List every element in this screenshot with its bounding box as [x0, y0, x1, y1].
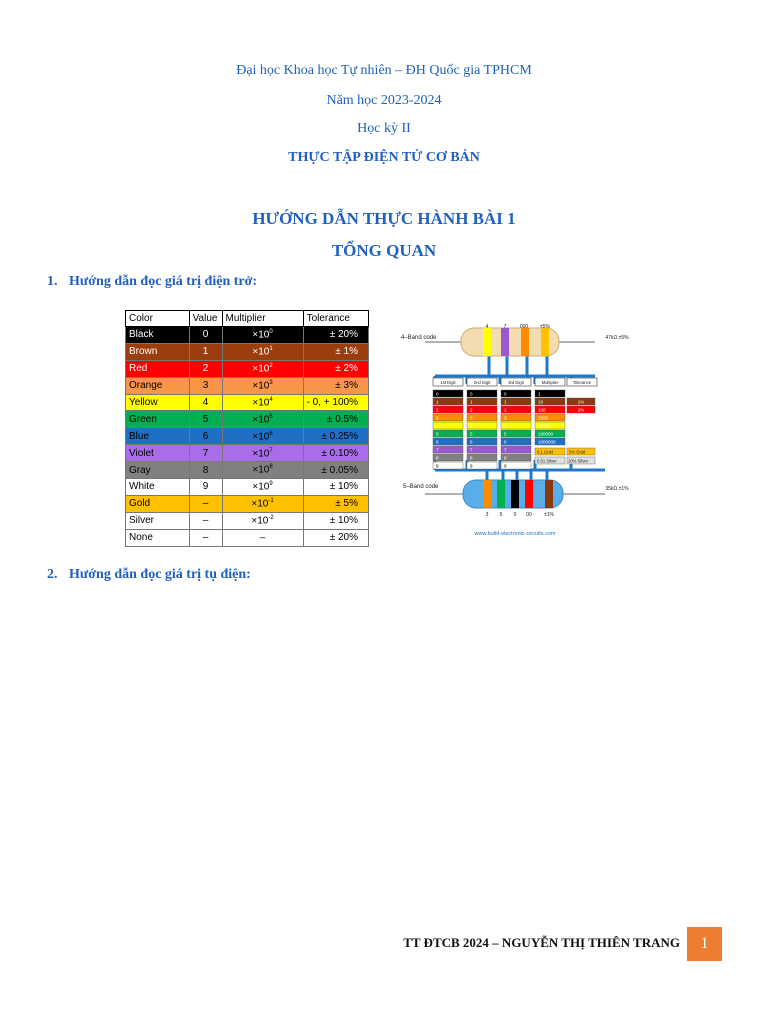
resistor-color-table — [125, 310, 369, 547]
color-cell: Gray — [126, 462, 190, 479]
band5-label: 5–Band code — [403, 484, 439, 490]
multiplier-base: ×10 — [252, 481, 270, 493]
color-cell: None — [126, 529, 190, 546]
digit-label: 5 — [436, 431, 439, 437]
value-cell: 0 — [189, 327, 222, 344]
multiplier-cell — [222, 512, 303, 529]
section-2-heading — [47, 567, 251, 583]
multiplier-cell — [222, 377, 303, 394]
tolerance-cell: ± 10% — [303, 479, 368, 496]
column-header: Multiplier — [541, 380, 559, 385]
color-cell: Silver — [126, 512, 190, 529]
multiplier-base: ×10 — [252, 346, 270, 358]
column-header: 3rd Digit — [508, 380, 524, 385]
column-header: 2nd Digit — [473, 380, 491, 385]
value-cell: 6 — [189, 428, 222, 445]
digit-label: 7 — [504, 447, 507, 453]
color-band — [525, 480, 533, 508]
band4-digit: 000 — [519, 324, 529, 330]
tolerance-cell: ± 0.25% — [303, 428, 368, 445]
multiplier-base: ×10 — [251, 498, 269, 510]
multiplier-base: ×10 — [252, 414, 270, 426]
digit-label: 8 — [436, 455, 439, 461]
color-cell: Yellow — [126, 394, 190, 411]
color-band — [483, 328, 491, 356]
band5-digit: 5 — [499, 512, 503, 518]
digit-label: 5 — [504, 431, 507, 437]
silver-tolerance-label: 10% Silver — [568, 458, 589, 464]
column-header: Tolerance — [572, 380, 592, 385]
multiplier-cell — [222, 327, 303, 344]
color-cell: Blue — [126, 428, 190, 445]
multiplier-label: 10000 — [538, 423, 551, 429]
color-band — [545, 480, 553, 508]
tolerance-cell: ± 2% — [303, 360, 368, 377]
digit-label: 5 — [470, 431, 473, 437]
page-title: HƯỚNG DẪN THỰC HÀNH BÀI 1 — [252, 209, 516, 228]
multiplier-cell — [222, 479, 303, 496]
digit-label: 7 — [470, 447, 473, 453]
color-band — [521, 328, 529, 356]
color-band — [541, 328, 549, 356]
value-cell: – — [189, 529, 222, 546]
multiplier-base: ×10 — [252, 380, 270, 392]
gold-tolerance-label: 5% Gold — [569, 449, 586, 455]
multiplier-cell — [222, 428, 303, 445]
section-1-number: 1. — [47, 274, 58, 289]
digit-label: 6 — [470, 439, 473, 445]
table-row — [126, 495, 369, 512]
table-row — [126, 529, 369, 546]
multiplier-label: 1000000 — [538, 439, 556, 445]
multiplier-base: ×10 — [252, 363, 270, 375]
multiplier-exponent: 5 — [269, 413, 273, 420]
tolerance-cell: - 0, + 100% — [303, 394, 368, 411]
band4-digit: ±5% — [540, 324, 550, 330]
color-cell: Black — [126, 327, 190, 344]
multiplier-exponent: 2 — [269, 363, 273, 370]
color-cell: Red — [126, 360, 190, 377]
table-row — [126, 343, 369, 360]
header-multiplier: Multiplier — [222, 311, 303, 327]
color-cell: Green — [126, 411, 190, 428]
tolerance-cell: ± 20% — [303, 327, 368, 344]
value-cell: – — [189, 495, 222, 512]
table-row — [126, 411, 369, 428]
value-cell: 4 — [189, 394, 222, 411]
section-2-number: 2. — [47, 567, 58, 582]
multiplier-exponent: 0 — [269, 329, 273, 336]
digit-label: 8 — [470, 455, 473, 461]
band5-digit: ±1% — [544, 512, 554, 518]
tolerance-cell: ± 1% — [303, 343, 368, 360]
band4-label: 4–Band code — [401, 335, 437, 341]
multiplier-cell — [222, 529, 303, 546]
table-row — [126, 512, 369, 529]
multiplier-base: ×10 — [252, 430, 270, 442]
value-cell: 1 — [189, 343, 222, 360]
school-year: Năm học 2023-2024 — [326, 93, 442, 108]
multiplier-cell — [222, 495, 303, 512]
table-body — [126, 327, 369, 547]
color-cell: Violet — [126, 445, 190, 462]
multiplier-base: ×10 — [252, 397, 270, 409]
tolerance-cell: ± 20% — [303, 529, 368, 546]
multiplier-cell — [222, 343, 303, 360]
digit-label: 2 — [470, 407, 473, 413]
multiplier-base: ×10 — [252, 329, 270, 341]
value-cell: 8 — [189, 462, 222, 479]
multiplier-label: 100000 — [538, 431, 554, 437]
value-cell: 2 — [189, 360, 222, 377]
color-band — [501, 328, 509, 356]
header-tolerance: Tolerance — [303, 311, 368, 327]
table-row — [126, 462, 369, 479]
band5-digit: 0 — [513, 512, 517, 518]
table-row — [126, 445, 369, 462]
multiplier-exponent: 7 — [269, 447, 273, 454]
color-cell: Orange — [126, 377, 190, 394]
multiplier-cell — [222, 411, 303, 428]
digit-label: 9 — [470, 463, 473, 469]
gold-multiplier-label: 0.1 Gold — [537, 449, 553, 455]
digit-label: 3 — [504, 415, 507, 421]
multiplier-cell — [222, 394, 303, 411]
digit-label: 0 — [436, 391, 439, 397]
color-cell: Brown — [126, 343, 190, 360]
course-name: THỰC TẬP ĐIỆN TỬ CƠ BẢN — [288, 150, 480, 165]
tolerance-cell: ± 3% — [303, 377, 368, 394]
column-header: 1st Digit — [440, 380, 456, 385]
tolerance-cell: ± 0.05% — [303, 462, 368, 479]
page-number: 1 — [687, 927, 722, 961]
color-band — [511, 480, 519, 508]
digit-label: 9 — [436, 463, 439, 469]
header-value: Value — [189, 311, 222, 327]
table-row — [126, 377, 369, 394]
multiplier-cell — [222, 462, 303, 479]
digit-label: 1 — [436, 399, 439, 405]
digit-label: 2 — [504, 407, 507, 413]
multiplier-exponent: 1 — [269, 346, 273, 353]
band4-digit: 4 — [485, 324, 489, 330]
digit-label: 6 — [436, 439, 439, 445]
table-row — [126, 394, 369, 411]
multiplier-exponent: 8 — [269, 464, 273, 471]
multiplier-exponent: 9 — [269, 481, 273, 488]
section-2-text: Hướng dẫn đọc giá trị tụ điện: — [69, 567, 251, 582]
band5-value: 35kΩ ±1% — [605, 486, 629, 492]
digit-label: 4 — [470, 423, 473, 429]
tolerance-cell: ± 0.10% — [303, 445, 368, 462]
digit-label: 7 — [436, 447, 439, 453]
digit-label: 3 — [470, 415, 473, 421]
multiplier-label: 1 — [538, 391, 541, 397]
digit-label: 1 — [504, 399, 507, 405]
value-cell: 9 — [189, 479, 222, 496]
table-row — [126, 327, 369, 344]
page-subtitle: TỔNG QUAN — [331, 241, 437, 260]
tolerance-cell: ± 0.5% — [303, 411, 368, 428]
value-cell: 3 — [189, 377, 222, 394]
section-1-heading — [47, 274, 257, 290]
tolerance-cell: ± 10% — [303, 512, 368, 529]
color-band — [483, 480, 491, 508]
section-1-text: Hướng dẫn đọc giá trị điện trở: — [69, 274, 258, 289]
color-cell: Gold — [126, 495, 190, 512]
band5-digit: 3 — [485, 512, 489, 518]
digit-label: 6 — [504, 439, 507, 445]
header-color: Color — [126, 311, 190, 327]
multiplier-base: ×10 — [251, 515, 269, 527]
digit-label: 3 — [436, 415, 439, 421]
tolerance-cell: ± 5% — [303, 495, 368, 512]
band4-digit: 7 — [503, 324, 507, 330]
semester: Học kỳ II — [357, 121, 411, 136]
silver-multiplier-label: 0.01 Silver — [537, 458, 557, 464]
multiplier-exponent: -2 — [268, 515, 274, 522]
value-cell: – — [189, 512, 222, 529]
table-row — [126, 479, 369, 496]
website-credit: www.build-electronic-circuits.com — [474, 531, 556, 537]
color-cell: White — [126, 479, 190, 496]
value-cell: 7 — [189, 445, 222, 462]
digit-label: 8 — [504, 455, 507, 461]
multiplier-base: ×10 — [252, 447, 270, 459]
table-header-row — [126, 311, 369, 327]
tolerance-label: 1% — [577, 399, 585, 405]
footer-text: TT ĐTCB 2024 – NGUYỄN THỊ THIÊN TRANG — [403, 935, 680, 950]
multiplier-cell — [222, 360, 303, 377]
multiplier-base: – — [259, 532, 266, 544]
multiplier-label: 100 — [538, 407, 546, 413]
digit-label: 4 — [436, 423, 439, 429]
color-band — [497, 480, 505, 508]
digit-label: 2 — [436, 407, 439, 413]
digit-label: 9 — [504, 463, 507, 469]
digit-label: 1 — [470, 399, 473, 405]
value-cell: 5 — [189, 411, 222, 428]
multiplier-exponent: -1 — [268, 498, 274, 505]
resistor-band-diagram — [395, 318, 649, 544]
digit-label: 0 — [470, 391, 473, 397]
band5-digit: 00 — [526, 512, 532, 518]
university-name: Đại học Khoa học Tự nhiên – ĐH Quốc gia TPHCM — [236, 63, 532, 78]
table-row — [126, 360, 369, 377]
multiplier-label: 10 — [538, 399, 544, 405]
tolerance-label: 2% — [577, 407, 585, 413]
digit-label: 4 — [504, 423, 507, 429]
digit-label: 0 — [504, 391, 507, 397]
band4-value: 47kΩ ±5% — [605, 335, 629, 341]
table-row — [126, 428, 369, 445]
multiplier-base: ×10 — [252, 464, 270, 476]
multiplier-exponent: 3 — [269, 379, 273, 386]
multiplier-label: 1000 — [538, 415, 549, 421]
multiplier-cell — [222, 445, 303, 462]
multiplier-exponent: 6 — [269, 430, 273, 437]
multiplier-exponent: 4 — [269, 396, 273, 403]
